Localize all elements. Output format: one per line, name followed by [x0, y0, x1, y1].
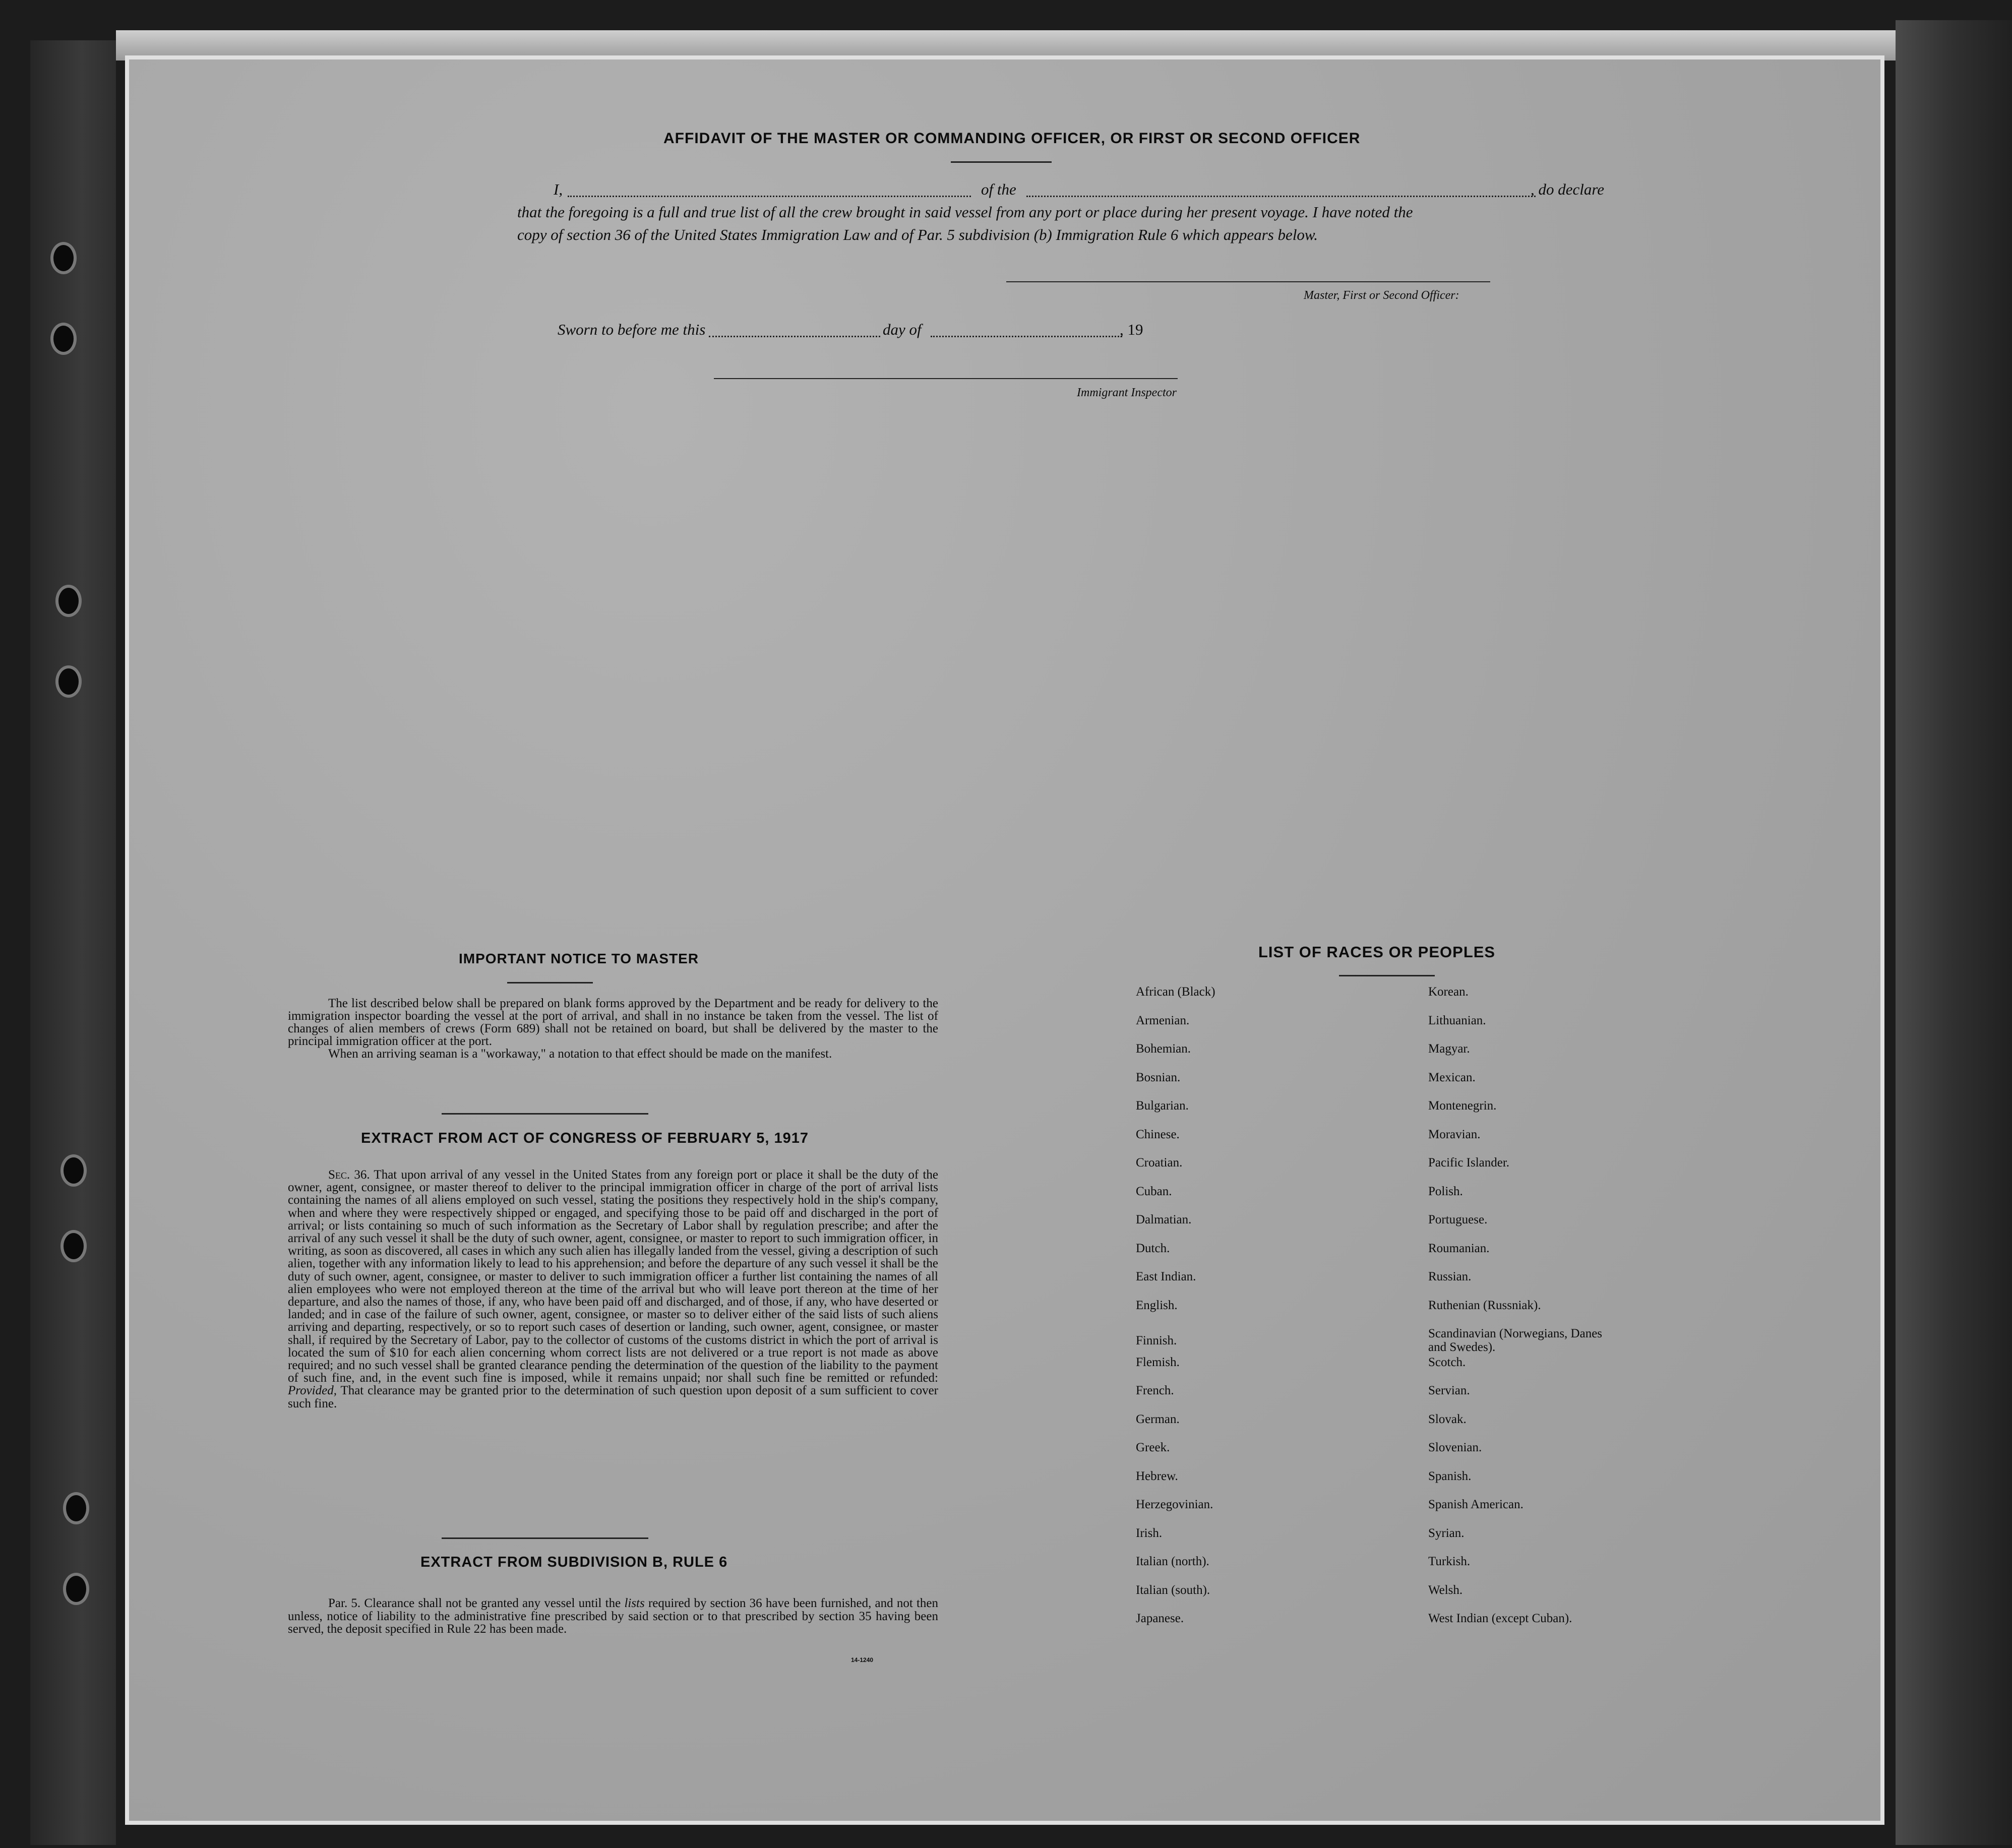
race-item: French. [1136, 1384, 1174, 1397]
binder-hole-icon [55, 665, 82, 698]
races-title: LIST OF RACES OR PEOPLES [1258, 943, 1496, 961]
section-divider [442, 1113, 648, 1115]
binder-hole-icon [63, 1492, 89, 1524]
rule6-text-b: required by section 36 have been furnished, and not then unless, notice of liability to the administrative fine prescribed by said section or to that prescribed by section 35 having been served, the deposit specified in Rule 22 has been made. [288, 1596, 939, 1636]
manifest-sheet [125, 55, 1884, 1825]
signature-line[interactable] [1006, 281, 1490, 282]
races-title-rule [1339, 975, 1435, 976]
race-item: Italian (north). [1136, 1555, 1209, 1568]
act-sec: Sec. 36. [328, 1168, 370, 1182]
binder-hole-icon [55, 585, 82, 617]
notice-para-2: When an arriving seaman is a "workaway," a notation to that effect should be made on the manifest. [328, 1047, 832, 1061]
act-text [288, 1168, 938, 1410]
race-item: Lithuanian. [1428, 1013, 1486, 1027]
rule6-lists: lists [624, 1596, 645, 1610]
binder-hole-icon [63, 1573, 89, 1605]
sworn-day: day of [883, 321, 922, 338]
race-item: Japanese. [1136, 1612, 1184, 1625]
race-item: Korean. [1428, 985, 1469, 999]
race-item: Finnish. [1136, 1334, 1177, 1347]
race-item: Montenegrin. [1428, 1099, 1497, 1113]
race-item: Polish. [1428, 1184, 1463, 1198]
affidavit-name-field[interactable] [568, 196, 971, 197]
race-item: West Indian (except Cuban). [1428, 1612, 1572, 1625]
race-item: Cuban. [1136, 1184, 1172, 1198]
race-item: Turkish. [1428, 1555, 1471, 1568]
race-item: Bulgarian. [1136, 1099, 1189, 1113]
race-item: English. [1136, 1298, 1178, 1312]
affidavit-line1-i: I, [554, 180, 563, 198]
sworn-month-field[interactable] [931, 336, 1122, 337]
race-item: Servian. [1428, 1384, 1470, 1397]
rule6-text [288, 1597, 938, 1636]
race-item: Dalmatian. [1136, 1213, 1192, 1226]
race-item: Pacific Islander. [1428, 1156, 1510, 1169]
race-item: Flemish. [1136, 1355, 1180, 1369]
race-item: Welsh. [1428, 1583, 1463, 1597]
race-item: Hebrew. [1136, 1469, 1178, 1483]
race-item: Spanish. [1428, 1469, 1472, 1483]
race-item: Scandinavian (Norwegians, Danes and Swedes). [1428, 1327, 1603, 1354]
form-number: 14-1240 [851, 1656, 874, 1664]
sworn-year: , 19 [1120, 321, 1143, 338]
binder-strip-right [1896, 20, 2012, 1845]
inspector-signature-line[interactable] [714, 378, 1178, 379]
rule6-title: EXTRACT FROM SUBDIVISION B, RULE 6 [420, 1554, 728, 1570]
affidavit-title: AFFIDAVIT OF THE MASTER OR COMMANDING OFFICER, OR FIRST OR SECOND OFFICER [663, 130, 1361, 147]
affidavit-line1-of: of the [981, 180, 1016, 198]
affidavit-line1-end: , do declare [1531, 180, 1605, 198]
race-item: Magyar. [1428, 1042, 1470, 1056]
rule6-text-a: Par. 5. Clearance shall not be granted any vessel until the [328, 1596, 621, 1610]
binder-hole-icon [50, 323, 77, 355]
race-item: Roumanian. [1428, 1241, 1490, 1255]
race-item: African (Black) [1136, 985, 1215, 999]
race-item: Syrian. [1428, 1526, 1465, 1540]
race-item: Irish. [1136, 1526, 1163, 1540]
sworn-day-field[interactable] [709, 336, 880, 337]
inspector-label: Immigrant Inspector [1077, 386, 1177, 399]
race-item: Armenian. [1136, 1013, 1190, 1027]
sworn-prefix: Sworn to before me this [558, 321, 706, 338]
section-divider [442, 1537, 648, 1539]
binder-hole-icon [60, 1154, 87, 1187]
race-item: Mexican. [1428, 1070, 1476, 1084]
race-item: Herzegovinian. [1136, 1498, 1213, 1511]
race-item: Dutch. [1136, 1241, 1170, 1255]
race-item: Portuguese. [1428, 1213, 1488, 1226]
notice-title-rule [507, 982, 593, 983]
race-item: Bosnian. [1136, 1070, 1181, 1084]
affidavit-title-rule [951, 161, 1052, 163]
act-title: EXTRACT FROM ACT OF CONGRESS OF FEBRUARY 5, 1917 [361, 1130, 809, 1146]
notice-title: IMPORTANT NOTICE TO MASTER [459, 951, 699, 966]
notice-para-1: The list described below shall be prepared on blank forms approved by the Department and be ready for delivery to the immigration inspector boarding the vessel at the port of arrival, and shall in no instance be taken from the vessel. The list of changes of alien members of crews (Form 689) shall not be retained on board, but shall be delivered by the master to the principal immigration officer at the port. [288, 997, 938, 1048]
affidavit-line2: that the foregoing is a full and true list of all the crew brought in said vessel from any port or place during her present voyage. I have noted the [517, 203, 1413, 221]
race-item: German. [1136, 1412, 1180, 1426]
race-item: Moravian. [1428, 1127, 1481, 1141]
act-text-b: That clearance may be granted prior to the determination of such question upon deposit of a sum sufficient to cover such fine. [288, 1384, 938, 1410]
signature-label: Master, First or Second Officer: [1304, 289, 1459, 302]
race-item: Russian. [1428, 1270, 1472, 1283]
race-item: Scotch. [1428, 1355, 1466, 1369]
act-text-a: That upon arrival of any vessel in the United States from any foreign port or place it shall be the duty of the owner, agent, consignee, or master thereof to deliver to the principal immigration officer in charge of the port of arrival lists containing the names of all aliens employed on such vessel, stating the positions they respectively hold in the ship's company, when and where they were respectively shipped or engaged, and specifying those to be paid off and discharged in the port of arrival; or lists containing so much of such information as the Secretary of Labor shall by regulation prescribe; and after the arrival of any such vessel it shall be the duty of such owner, agent, consignee, or master to report to such immigration officer, in writing, as soon as discovered, all cases in which any such alien has illegally landed from the vessel, giving a description of such alien, together with any information likely to lead to his apprehension; and before the departure of any such vessel it shall be the duty of such owner, agent, consignee, or master to deliver to such immigration officer a further list containing the names of all alien employees who were not employed thereon at the time of the arrival but who will leave port thereon at the time of her departure, and also the names of those, if any, who have been paid off and discharged, and of those, if any, who have deserted or landed; and in case of the failure of such owner, agent, consignee, or master so to deliver either of the said lists of such aliens arriving and departing, respectively, or so to report such cases of desertion or landing, such owner, agent, consignee, or master shall, if required by the Secretary of Labor, pay to the collector of customs of the customs district in which the port of arrival is located the sum of $10 for each alien concerning whom correct lists are not delivered or a true report is not made as above required; and no such vessel shall be granted clearance pending the determination of the question of the liability to the payment of such fine, and, in the event such fine is imposed, while it remains unpaid; nor shall such fine be remitted or refunded: [288, 1168, 938, 1385]
race-item: Chinese. [1136, 1127, 1180, 1141]
binder-hole-icon [60, 1230, 87, 1262]
race-item: Greek. [1136, 1441, 1170, 1454]
race-item: Italian (south). [1136, 1583, 1210, 1597]
race-item: Bohemian. [1136, 1042, 1191, 1056]
binder-hole-icon [50, 242, 77, 274]
race-item: Spanish American. [1428, 1498, 1523, 1511]
affidavit-vessel-field[interactable] [1026, 196, 1536, 197]
affidavit-line3: copy of section 36 of the United States Immigration Law and of Par. 5 subdivision (b) Immigration Rule 6 which appears below. [517, 226, 1318, 243]
race-item: Ruthenian (Russniak). [1428, 1298, 1541, 1312]
race-item: Slovak. [1428, 1412, 1467, 1426]
race-item: Croatian. [1136, 1156, 1183, 1169]
act-provided: Provided, [288, 1384, 337, 1398]
race-item: East Indian. [1136, 1270, 1196, 1283]
race-item: Slovenian. [1428, 1441, 1482, 1454]
notice-text [288, 997, 938, 1060]
